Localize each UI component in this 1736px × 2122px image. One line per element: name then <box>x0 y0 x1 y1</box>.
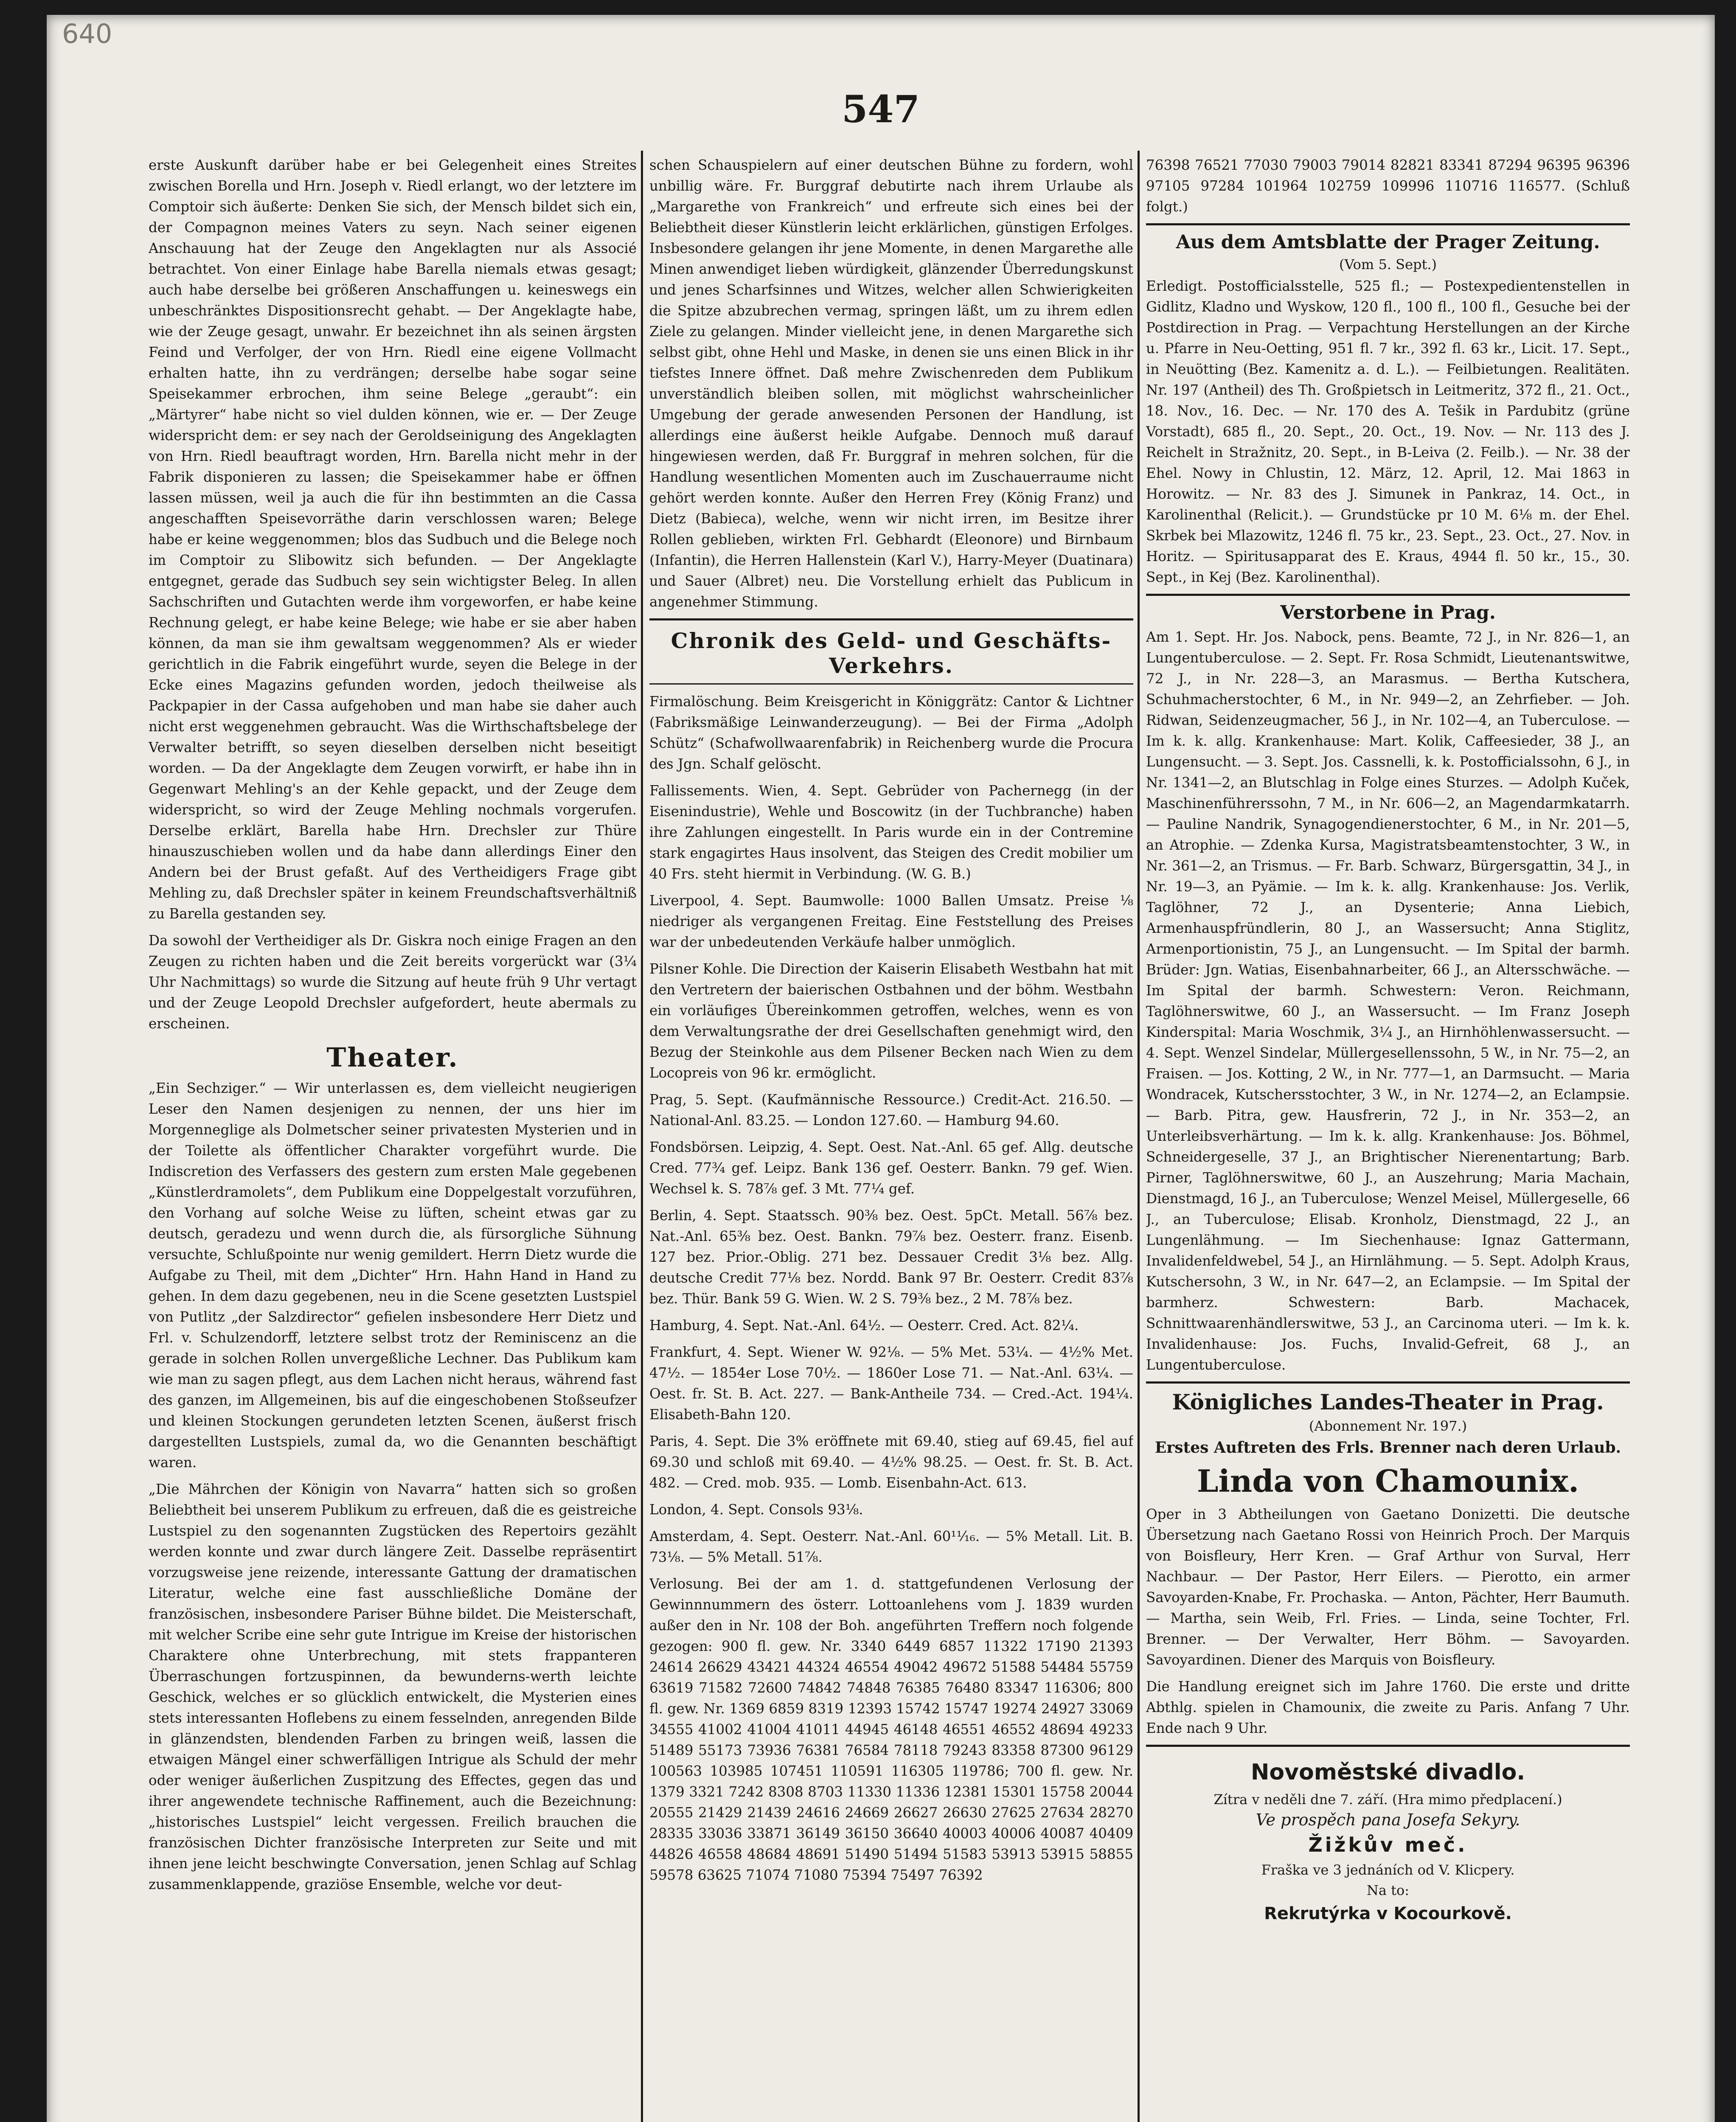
abonnement: (Abonnement Nr. 197.) <box>1309 1418 1467 1434</box>
section-heading-amtsblatt: Aus dem Amtsblatte der Prager Zeitung. <box>1176 231 1600 253</box>
cast-list: Oper in 3 Abtheilungen von Gaetano Donizetti. Die deutsche Übersetzung nach Gaetano Rossi von Heinrich Proch. Der Marquis von Boisfleury, Herr Kren. — Graf Arthur von Surval, Herr Nachbaur. — Der Pastor, Herr Eilers. — Pierotto, ein armer Savoyarden-Knabe, Fr. Prochaska. — Anton, Pächter, Herr Baumuth. — Martha, sein Weib, Frl. Fries. — Linda, seine Tochter, Frl. Brenner. — Der Verwalter, Herr Böhm. — Savoyarden. Savoyardinen. Diener des Marquis von Boisfleury. <box>1146 1506 1630 1668</box>
notice-text: Am 1. Sept. Hr. Jos. Nabock, pens. Beamte, 72 J., in Nr. 826—1, an Lungentuberculose. — 2. Sept. Fr. Rosa Schmidt, Lieutenantswitwe, 72 J., in Nr. 228—3, an Marasmus. — Bertha Kutschera, Schuhmacherstochter, 6 M., in Nr. 949—2, an Zehrfieber. — Joh. Ridwan, Seidenzeugmacher, 56 J., in Nr. 102—4, an Tuberculose. — Im k. k. allg. Krankenhause: Mart. Kolik, Caffeesieder, 38 J., an Lungensucht. — 3. Sept. Jos. Cassnelli, k. k. Postofficialssohn, 6 J., in Nr. 1341—2, an Blutschlag in Folge eines Sturzes. — Adolph Kuček, Maschinenführerssohn, 7 M., in Nr. 606—2, an Magendarmkatarrh. — Pauline Nandrik, Synagogendienerstochter, 6 M., in Nr. 201—5, an Atrophie. — Zdenka Kursa, Magistratsbeamtenstochter, 3 W., in Nr. 361—2, an Trismus. — Fr. Barb. Schwarz, Bürgersgattin, 34 J., in Nr. 19—3, an Pyämie. — Im k. k. allg. Krankenhause: Jos. Verlik, Taglöhner, 72 J., an Dysenterie; Anna Liebich, Armenhauspfründlerin, 80 J., an Wassersucht; Anna Stiglitz, Armenportionistin, 75 J., an Lungensucht. — Im Spital der barmh. Brüder: Jgn. Watias, Eisenbahnarbeiter, 66 J., an Altersschwäche. — Im Spital der barmh. Schwestern: Veron. Reichmann, Taglöhnerswitwe, 60 J., an Wassersucht. — Im Franz Joseph Kinderspital: Maria Woschmik, 3¼ J., an Hirnhöhlenwassersucht. — 4. Sept. Wenzel Sindelar, Müllergesellenssohn, 5 W., in Nr. 75—2, an Fraisen. — Jos. Kotting, 2 W., in Nr. 777—1, an Darmsucht. — Maria Wondracek, Kutschersstochter, 3 W., in Nr. 1274—2, an Eclampsie. — Barb. Pitra, gew. Hausfrerin, 72 J., in Nr. 353—2, an Unterleibsverhärtung. — Im k. k. allg. Krankenhause: Jos. Böhmel, Schneidergeselle, 37 J., an Brightischer Nierenentartung; Barb. Pirner, Taglöhnerswitwe, 60 J., an Auszehrung; Maria Machain, Dienstmagd, 16 J., an Tuberculose; Wenzel Meisel, Müllergeselle, 66 J., an Tuberculose; Elisab. Kronholz, Dienstmagd, 22 J., an Lungenlähmung. — Im Siechenhause: Ignaz Gattermann, Invalidenfeldwebel, 54 J., an Hirnlähmung. — 5. Sept. Adolph Kraus, Kutschersohn, 3 W., in Nr. 647—2, an Eclampsie. — Im Spital der barmherz. Schwestern: Barb. Machacek, Schnittwaarenhändlerswitwe, 53 J., an Carcinoma uteri. — Im k. k. Invalidenhause: Jos. Fuchs, Invalid-Gefreit, 68 J., an Lungentuberculose. <box>1146 629 1630 1373</box>
news-item: Pilsner Kohle. Die Direction der Kaiserin Elisabeth Westbahn hat mit den Vertretern der baierischen Ostbahnen und der böhm. Westbahn ein vorläufiges Übereinkommen getroffen, welches, wenn es von dem Verwaltungsrathe der drei Gesellschaften genehmigt wird, den Bezug der Steinkohle aus dem Pilsener Becken nach Wien zu dem Locopreis von 96 kr. ermöglicht. <box>649 961 1133 1081</box>
czech-theater-heading: Novoměstské divadlo. <box>1250 1760 1525 1785</box>
czech-play-desc: Fraška ve 3 jednáních od V. Klicpery. <box>1261 1862 1515 1878</box>
section-rule <box>649 683 1133 685</box>
news-item: Firmalöschung. Beim Kreisgericht in Königgrätz: Cantor & Lichtner (Fabriksmäßige Leinwanderzeugung). — Bei der Firma „Adolph Schütz“ (Schafwollwaarenfabrik) in Reichenberg wurde die Procura des Jgn. Schalf gelöscht. <box>649 693 1133 772</box>
section-rule <box>1146 1745 1630 1747</box>
article-text: erste Auskunft darüber habe er bei Gelegenheit eines Streites zwischen Borella und Hrn. Joseph v. Riedl erlangt, wo der letztere im Comptoir sich äußerte: Denken Sie sich, der Mensch bildet sich ein, der Compagnon meines Vaters zu seyn. Nach seiner eigenen Anschauung hat der Zeuge den Angeklagten nur als Associé betrachtet. Von einer Einlage habe Barella niemals etwas gesagt; auch habe derselbe bei größeren Anschaffungen u. keineswegs ein unbeschränktes Dispositionsrecht gehabt. — Der Angeklagte habe, wie der Zeuge gesagt, unwahr. Er bezeichnet ihn als seinen ärgsten Feind und Verfolger, der von Hrn. Riedl eine eigene Vollmacht erhalten hatte, ihn zu verdrängen; derselbe habe sogar seine Speisekammer erbrochen, ihm seine Belege „geraubt“: ein „Märtyrer“ habe nicht so viel dulden können, wie er. — Der Zeuge widerspricht dem: er sey nach der Geroldseinigung des Angeklagten von Hrn. Riedl beauftragt worden, Hrn. Barella nicht mehr in der Fabrik disponieren zu lassen; die Speisekammer habe er öffnen lassen müssen, weil ja auch die für ihn bestimmten an die Cassa angeschafften Speisevorräthe darin verschlossen waren; Belege habe er keine weggenommen; blos das Sudbuch und die Belege noch im Comptoir zu Slibowitz sich befunden. — Der Angeklagte entgegnet, gerade das Sudbuch sey sein wichtigster Beleg. In allen Sachschriften und Gutachten werde ihm vorgeworfen, er habe keine Rechnung gelegt, er habe keine Belege; wie habe er sie aber haben können, da man sie ihm gewaltsam weggenommen? Als er wieder gerichtlich in die Fabrik eingeführt wurde, seyen die Belege in der Ecke eines Magazins gefunden worden, jedoch theilweise als Packpapier in der Cassa aufgehoben und man habe sie daher auch nicht erst weggenehmen gebraucht. Was die Wirthschaftsbelege der Verwalter betrifft, so seyen dieselben derselben nicht beseitigt worden. — Da der Angeklagte dem Zeugen vorwirft, er habe ihn in Gegenwart Mehling's an der Kehle gepackt, und der Zeuge dem widerspricht, so wird der Zeuge Mehling nochmals vorgerufen. Derselbe erklärt, Barella habe Hrn. Drechsler zur Thüre hinauszuschieben wollen und da habe dann allerdings Einer den Andern bei der Brust gefaßt. Auf des Vertheidigers Frage gibt Mehling zu, daß Drechsler später in keinem Freundschaftsverhältniß zu Barella gestanden sey. <box>149 157 637 922</box>
news-item: Fondsbörsen. Leipzig, 4. Sept. Oest. Nat.-Anl. 65 gef. Allg. deutsche Cred. 77¾ gef. Leipz. Bank 136 gef. Oesterr. Bankn. 79 gef. Wien. Wechsel k. S. 78⅞ gef. 3 Mt. 77¼ gef. <box>649 1139 1133 1197</box>
notice-text: Erledigt. Postofficialsstelle, 525 fl.; — Postexpedientenstellen in Gidlitz, Kladno und Wyskow, 120 fl., 100 fl., 100 fl., Gesuche bei der Postdirection in Prag. — Verpachtung Herstellungen an der Kirche u. Pfarre in Neu-Oetting, 951 fl. 7 kr., 392 fl. 63 kr., Licit. 17. Sept., in Neuötting (Bez. Kamenitz a. d. L.). — Feilbietungen. Realitäten. Nr. 197 (Antheil) des Th. Großpietsch in Leitmeritz, 372 fl., 21. Oct., 18. Nov., 16. Dec. — Nr. 170 des A. Tešik in Pardubitz (grüne Vorstadt), 685 fl., 20. Sept., 20. Oct., 19. Nov. — Nr. 113 des J. Reichelt in Stražnitz, 20. Sept., in B-Leiva (2. Feilb.). — Nr. 38 der Ehel. Nowy in Chlustin, 12. März, 12. April, 12. Mai 1863 in Horowitz. — Nr. 83 des J. Simunek in Pankraz, 14. Oct., in Karolinenthal (Relicit.). — Grundstücke pr 10 M. 6⅛ m. der Ehel. Skrbek bei Mlazowitz, 1246 fl. 75 kr., 23. Sept., 23. Oct., 27. Nov. in Horitz. — Spiritusapparat des E. Kraus, 4944 fl. 50 kr., 15., 30. Sept., in Kej (Bez. Karolinenthal). <box>1146 278 1630 585</box>
article-text: „Ein Sechziger.“ — Wir unterlassen es, dem vielleicht neugierigen Leser den Namen desjenigen zu nennen, der uns hier im Morgenneglige als Dolmetscher seiner privatesten Mysterien und in der Toilette als öffentlicher Charakter vorgeführt wurde. Die Indiscretion des Verfassers des gestern zum ersten Male gegebenen „Künstlerdramolets“, dem Publikum eine Doppelgestalt vorzuführen, den Vorhang auf solche Weise zu lüften, scheint etwas gar zu deutsch, geradezu und wenn durch die, als fürsorgliche Sühnung versuchte, Schlußpointe nur wenig gemildert. Herrn Dietz wurde die Aufgabe zu Theil, mit dem „Dichter“ Hrn. Hahn Hand in Hand zu gehen. In dem dazu gegebenen, neu in die Scene gesetzten Lustspiel von Putlitz „der Salzdirector“ gefielen insbesondere Herr Dietz und Frl. v. Schulzendorff, letztere selbst trotz der Reminiscenz an die gerade in solchen Rollen unvergeßliche Lechner. Das Publikum kam wie man zu sagen pflegt, aus dem Lachen nicht heraus, während fast des ganzen, im Allgemeinen, bis auf die eingeschobenen Stoßseufzer und kleinen Stockungen gerundeten letzten Scenen, äußerst frisch dargestellten Lustspiels, zumal da, wo die Genannten beschäftigt waren. <box>149 1080 637 1471</box>
column-divider <box>1138 151 1140 2122</box>
section-heading-theater: Theater. <box>326 1042 459 1073</box>
section-heading-verstorbene: Verstorbene in Prag. <box>1280 602 1496 623</box>
czech-then: Na to: <box>1366 1882 1410 1898</box>
section-rule <box>1146 1381 1630 1384</box>
debut-note: Erstes Auftreten des Frls. Brenner nach deren Urlaub. <box>1155 1439 1621 1457</box>
pencil-note: 640 <box>62 18 112 49</box>
news-item: Amsterdam, 4. Sept. Oesterr. Nat.-Anl. 60¹¹⁄₁₆. — 5% Metall. Lit. B. 73⅛. — 5% Metall. 51⅞. <box>649 1528 1133 1565</box>
news-item: Prag, 5. Sept. (Kaufmännische Ressource.) Credit-Act. 216.50. — National-Anl. 83.25. — London 127.60. — Hamburg 94.60. <box>649 1092 1133 1128</box>
section-date: (Vom 5. Sept.) <box>1339 256 1437 272</box>
performance-note: Die Handlung ereignet sich im Jahre 1760. Die erste und dritte Abthlg. spielen in Chamounix, die zweite zu Paris. Anfang 7 Uhr. Ende nach 9 Uhr. <box>1146 1679 1630 1736</box>
czech-date-line: Zítra v neděli dne 7. září. (Hra mimo předplacení.) <box>1214 1791 1562 1808</box>
article-text: „Die Mährchen der Königin von Navarra“ hatten sich so großen Beliebtheit bei unserem Publikum zu erfreuen, daß die es geistreiche Lustspiel zu den sogenannten Zugstücken des Repertoirs gezählt werden konnte und zwar durch längere Zeit. Dasselbe repräsentirt vorzugsweise jene reizende, interessante Gattung der dramatischen Literatur, welche eine fast ausschließliche Domäne der französischen, insbesondere Pariser Bühne bildet. Die Meisterschaft, mit welcher Scribe eine sehr gute Intrigue im Kreise der historischen Charaktere ohne Unterbrechung, mit stets frappanteren Überraschungen fortzuspinnen, da bewunderns-werth leichte Geschick, welches er so glücklich entwickelt, die Mysterien eines stets interessanten Hoflebens zu einem fesselnden, anregenden Bilde in glänzendsten, blendenden Farben zu bringen weiß, lassen die etwaigen Mängel einer schwerfälligen Intrigue als Schuld der mehr oder weniger äußerlichen Zuspitzung des Effectes, gegen das und ihrer angewendete technische Raffinement, auch die Bezeichnung: „historisches Lustspiel“ leicht vergessen. Freilich brauchen die französischen Dichter französische Interpreten zur Seite und mit ihnen jene leicht beschwingte Conversation, jenen Schlag auf Schlag zusammenklappende, graziöse Ensemble, welche vor deut- <box>149 1481 637 1892</box>
lottery-list: Verlosung. Bei der am 1. d. stattgefundenen Verlosung der Gewinnnummern des österr. Lottoanlehens vom J. 1839 wurden außer den in Nr. 108 der Boh. angeführten Treffern noch folgende gezogen: 900 fl. gew. Nr. 3340 6449 6857 11322 17190 21393 24614 26629 43421 44324 46554 49042 49672 51588 54484 55759 63619 71582 72600 74842 74848 76385 76480 83347 116306; 800 fl. gew. Nr. 1369 6859 8319 12393 15742 15747 19274 24927 33069 34555 41002 41004 41011 44945 46148 46551 46552 48694 49233 51489 55173 73936 76381 76584 78118 79243 83358 87300 96129 100563 103985 107451 110591 116305 119786; 700 fl. gew. Nr. 1379 3321 7242 8308 8703 11330 11336 12381 15301 15758 20044 20555 21429 21439 24616 24669 26627 26630 27625 27634 28270 28335 33036 33871 36149 36150 36640 40003 40006 40087 40409 44826 46558 48684 48691 51490 51494 51583 53913 53915 58855 59578 63625 71074 71080 75394 75497 76392 <box>649 1576 1133 1883</box>
column-divider <box>641 151 643 2122</box>
section-heading-chronik: Chronik des Geld- und Geschäfts-Verkehrs. <box>671 628 1112 678</box>
page-number: 547 <box>842 87 920 131</box>
news-item: Fallissements. Wien, 4. Sept. Gebrüder von Pachernegg (in der Eisenindustrie), Wehle und Boscowitz (in der Tuchbranche) haben ihre Zahlungen eingestellt. In Paris wurde ein in der Contremine stark engagirtes Haus insolvent, das Steigen des Credit mobilier um 40 Frs. steht hiermit in Verbindung. (W. G. B.) <box>649 783 1133 882</box>
column-2 <box>649 155 1133 2122</box>
czech-second-play: Rekrutýrka v Kocourkově. <box>1264 1904 1512 1923</box>
newspaper-page <box>47 15 1715 2122</box>
column-1 <box>149 155 637 2122</box>
czech-play-title: Žižkův meč. <box>1308 1833 1468 1856</box>
article-text: Da sowohl der Vertheidiger als Dr. Giskra noch einige Fragen an den Zeugen zu richten haben und die Zeit bereits vorgerückt war (3¼ Uhr Nachmittags) so wurde die Sitzung auf heute früh 9 Uhr vertagt und der Zeuge Leopold Drechsler aufgefordert, heute abermals zu erscheinen. <box>149 932 637 1032</box>
article-text: schen Schauspielern auf einer deutschen Bühne zu fordern, wohl unbillig wäre. Fr. Burggraf debutirte nach ihrem Urlaube als „Margarethe von Frankreich“ und erfreute sich eines bei der Beliebtheit dieser Künstlerin leicht erklärlichen, günstigen Erfolges. Insbesondere gelangen ihr jene Momente, in denen Margarethe alle Minen anwendiget lieben würdigkeit, glänzender Überredungskunst und jenes Scharfsinnes und Witzes, welcher allen Schwierigkeiten die Spitze abzubrechen vermag, springen läßt, um zu ihrem edlen Ziele zu gelangen. Minder vielleicht jene, in denen Margarethe sich selbst gibt, ohne Hehl und Maske, in denen sie uns einen Blick in ihr tiefstes Innere öffnet. Daß mehre Zwischenreden dem Publikum unverständlich bleiben sollen, mit möglichst wahrscheinlicher Umgebung der gerade anwesenden Personen der Handlung, ist allerdings eine äußerst heikle Aufgabe. Dennoch muß darauf hingewiesen werden, daß Fr. Burggraf in mehren solchen, für die Handlung wesentlichen Momenten auch im Zuschauerraume nicht gehört werden konnte. Außer den Herren Frey (König Franz) und Dietz (Babieca), welche, wenn wir nicht irren, im Besitze ihrer Rollen geblieben, wirkten Frl. Gebhardt (Eleonore) und Birnbaum (Infantin), die Herren Hallenstein (Karl V.), Harry-Meyer (Duatinara) und Sauer (Albret) neu. Die Vorstellung erhielt das Publicum in angenehmer Stimmung. <box>649 157 1133 610</box>
section-rule <box>649 618 1133 620</box>
section-rule <box>1146 223 1630 225</box>
news-item: London, 4. Sept. Consols 93⅛. <box>649 1502 863 1518</box>
news-item: Liverpool, 4. Sept. Baumwolle: 1000 Ballen Umsatz. Preise ⅛ niedriger als vergangenen Freitag. Eine Feststellung des Preises war der unbedeutenden Verkäufe halber unmöglich. <box>649 893 1133 950</box>
lottery-list: 76398 76521 77030 79003 79014 82821 83341 87294 96395 96396 97105 97284 101964 102759 109996 110716 116577. (Schluß folgt.) <box>1146 157 1630 215</box>
section-rule <box>1146 594 1630 596</box>
opera-title: Linda von Chamounix. <box>1197 1463 1579 1499</box>
news-item: Berlin, 4. Sept. Staatssch. 90⅜ bez. Oest. 5pCt. Metall. 56⅞ bez. Nat.-Anl. 65⅜ bez. Oest. Bankn. 79⅞ bez. Oesterr. franz. Eisenb. 127 bez. Prior.-Oblig. 271 bez. Dessauer Credit 3⅛ bez. Allg. deutsche Credit 77⅛ bez. Nordd. Bank 97 Br. Oesterr. Credit 83⅞ bez. Thür. Bank 59 G. Wien. W. 2 S. 79⅜ bez., 2 M. 78⅞ bez. <box>649 1207 1133 1307</box>
news-item: Paris, 4. Sept. Die 3% eröffnete mit 69.40, stieg auf 69.45, fiel auf 69.30 und schloß mit 69.40. — 4½% 98.25. — Oest. fr. St. B. Act. 482. — Cred. mob. 935. — Lomb. Eisenbahn-Act. 613. <box>649 1433 1133 1491</box>
news-item: Hamburg, 4. Sept. Nat.-Anl. 64½. — Oesterr. Cred. Act. 82¼. <box>649 1317 1079 1333</box>
column-3 <box>1146 155 1630 2122</box>
news-item: Frankfurt, 4. Sept. Wiener W. 92⅛. — 5% Met. 53¼. — 4½% Met. 47½. — 1854er Lose 70½. — 1860er Lose 71. — Nat.-Anl. 63¼. — Oest. fr. St. B. Act. 227. — Bank-Antheile 734. — Cred.-Act. 194¼. Elisabeth-Bahn 120. <box>649 1344 1133 1423</box>
section-heading-landestheater: Königliches Landes-Theater in Prag. <box>1172 1389 1604 1415</box>
czech-benefit-line: Ve prospěch pana Josefa Sekyry. <box>1256 1810 1520 1829</box>
